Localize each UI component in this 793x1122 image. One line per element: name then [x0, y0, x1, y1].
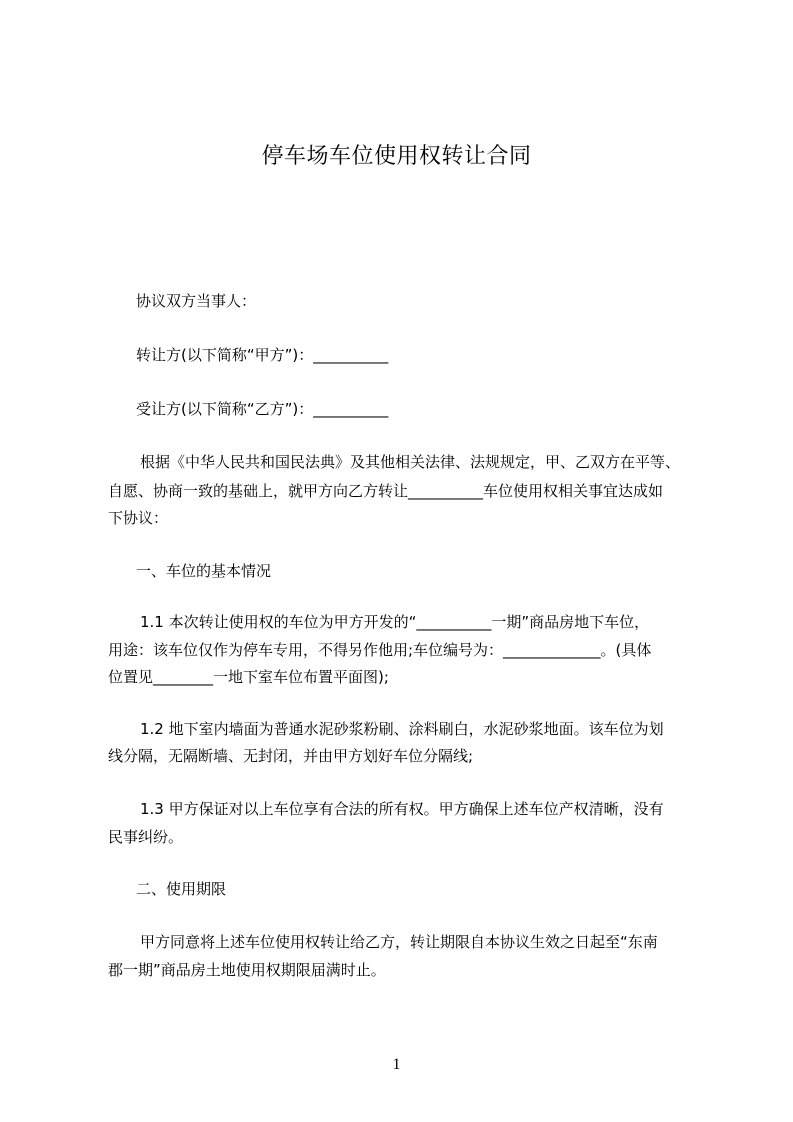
clause-1-1-line-2: 用途：该车位仅作为停车专用，不得另作他用;车位编号为：_____________。(具体 [108, 641, 652, 659]
page-number: 1 [392, 1056, 401, 1073]
clause-1-3-line-2: 民事纠纷。 [108, 828, 184, 846]
transferor-line: 转让方(以下简称“甲方”)：__________ [136, 346, 389, 364]
preamble-line-1: 根据《中华人民共和国民法典》及其他相关法律、法规规定，甲、乙双方在平等、 [140, 453, 681, 471]
clause-1-1-line-1: 1.1 本次转让使用权的车位为甲方开发的“__________一期”商品房地下车位， [140, 613, 650, 631]
clause-1-1-line-3: 位置见________一地下室车位布置平面图); [108, 668, 389, 686]
parties-heading: 协议双方当事人： [136, 292, 257, 310]
term-line-1: 甲方同意将上述车位使用权转让给乙方，转让期限自本协议生效之日起至“东南 [140, 933, 658, 951]
clause-1-2-line-1: 1.2 地下室内墙面为普通水泥砂浆粉刷、涂料刷白，水泥砂浆地面。该车位为划 [140, 720, 664, 738]
preamble-line-2: 自愿、协商一致的基础上，就甲方向乙方转让__________车位使用权相关事宜达成如 [108, 482, 664, 500]
section-heading-2: 二、使用期限 [136, 880, 227, 898]
term-line-2: 郡一期”商品房土地使用权期限届满时止。 [108, 961, 386, 979]
clause-1-2-line-2: 线分隔，无隔断墙、无封闭，并由甲方划好车位分隔线; [108, 747, 474, 765]
transferee-line: 受让方(以下简称“乙方”)：__________ [136, 400, 389, 418]
document-title: 停车场车位使用权转让合同 [261, 144, 532, 169]
clause-1-3-line-1: 1.3 甲方保证对以上车位享有合法的所有权。甲方确保上述车位产权清晰，没有 [140, 800, 664, 818]
section-heading-1: 一、车位的基本情况 [136, 562, 272, 580]
preamble-line-3: 下协议： [108, 509, 169, 527]
